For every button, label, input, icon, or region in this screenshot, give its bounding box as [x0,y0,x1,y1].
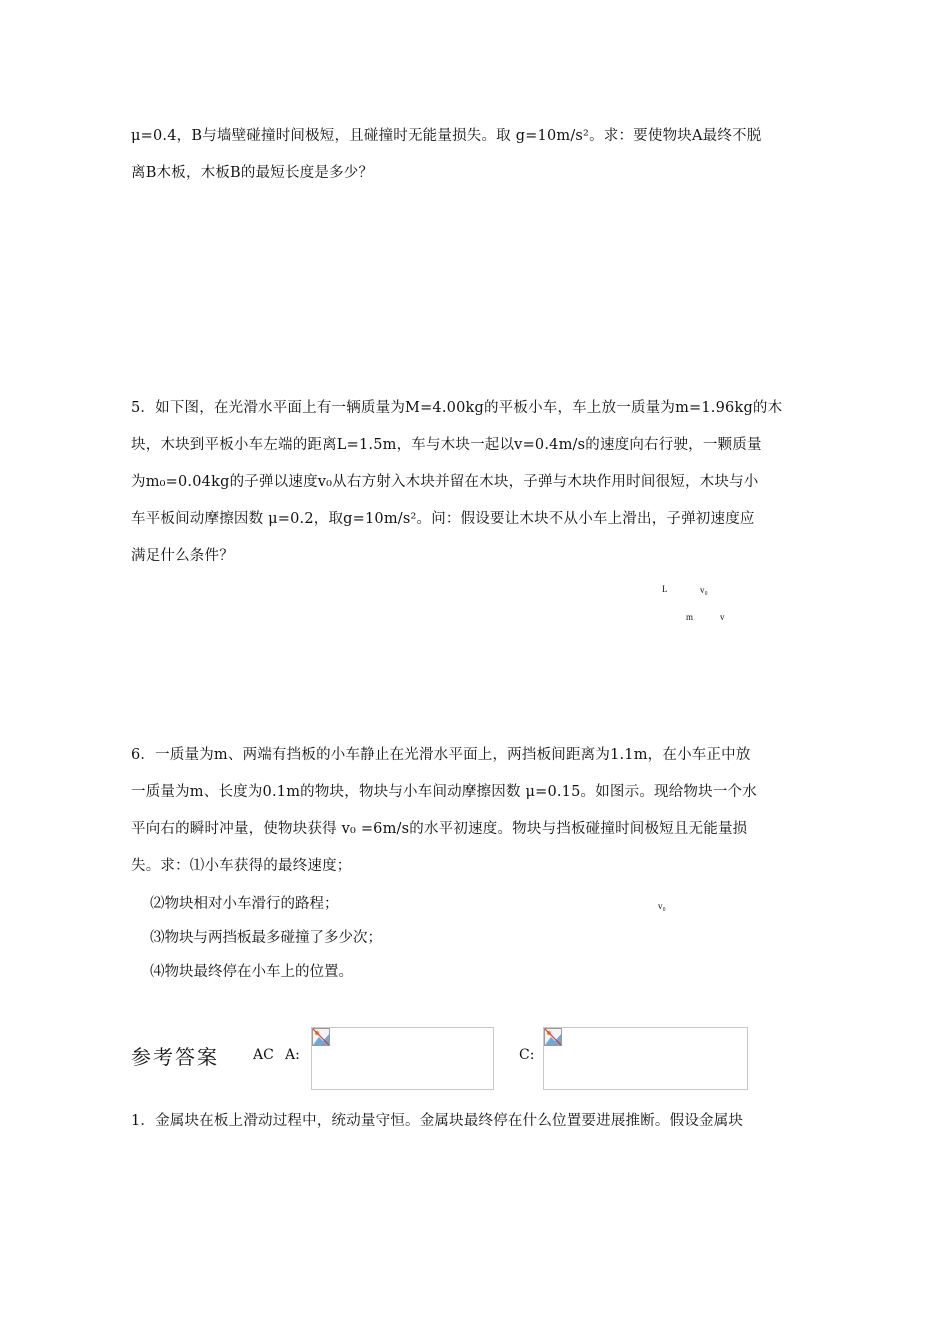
label-L: L [662,584,668,594]
text-line: 6．一质量为m、两端有挡板的小车静止在光滑水平面上，两挡板间距离为1.1m，在小车正中放 [131,747,751,763]
label-m: m [686,612,694,622]
text-line: 平向右的瞬时冲量，使物块获得 v₀ =6m/s的水平初速度。物块与挡板碰撞时间极短且无能量损 [131,821,748,837]
sub-question: ⑵物块相对小车滑行的路程； [150,896,339,912]
broken-image-icon [544,1028,562,1046]
answer-a-image [311,1027,494,1090]
answers-title: 参考答案 [131,1045,219,1069]
figure-6-label-v0: v₀ [658,901,666,911]
text-line: μ=0.4，B与墙壁碰撞时间极短，且碰撞时无能量损失。取 g=10m/s²。求：要使物块A最终不脱 [131,128,762,144]
text-line: 一质量为m、长度为0.1m的物块，物块与小车间动摩擦因数 μ=0.15。如图示。现给物块一个水 [131,784,757,800]
text-line: 为m₀=0.04kg的子弹以速度v₀从右方射入木块并留在木块，子弹与木块作用时间很短，木块与小 [131,474,759,490]
sub-question: ⑶物块与两挡板最多碰撞了多少次； [150,930,382,946]
text-line: 离B木板，木板B的最短长度是多少？ [131,165,374,181]
text-line: 车平板间动摩擦因数 μ=0.2，取g=10m/s²。问：假设要让木块不从小车上滑出，子弹初速度应 [131,511,755,527]
text-line: 5．如下图，在光滑水平面上有一辆质量为M=4.00kg的平板小车，车上放一质量为m=1.96kg的木 [131,400,783,416]
answer-ac: AC [253,1047,274,1063]
broken-image-icon [312,1028,330,1046]
answer-1-text: 1．金属块在板上滑动过程中，统动量守恒。金属块最终停在什么位置要进展推断。假设金属块 [131,1113,744,1129]
label-v: v [720,612,725,622]
text-line: 块，木块到平板小车左端的距离L=1.5m，车与木块一起以v=0.4m/s的速度向右行驶，一颗质量 [131,437,762,453]
sub-question: ⑷物块最终停在小车上的位置。 [150,964,353,980]
answer-c-label: C: [519,1047,535,1063]
label-v0: v₀ [700,585,708,595]
answer-a-label: A: [285,1047,300,1063]
text-line: 满足什么条件？ [131,548,234,564]
text-line: 失。求：⑴小车获得的最终速度； [131,858,352,874]
answer-c-image [543,1027,748,1090]
